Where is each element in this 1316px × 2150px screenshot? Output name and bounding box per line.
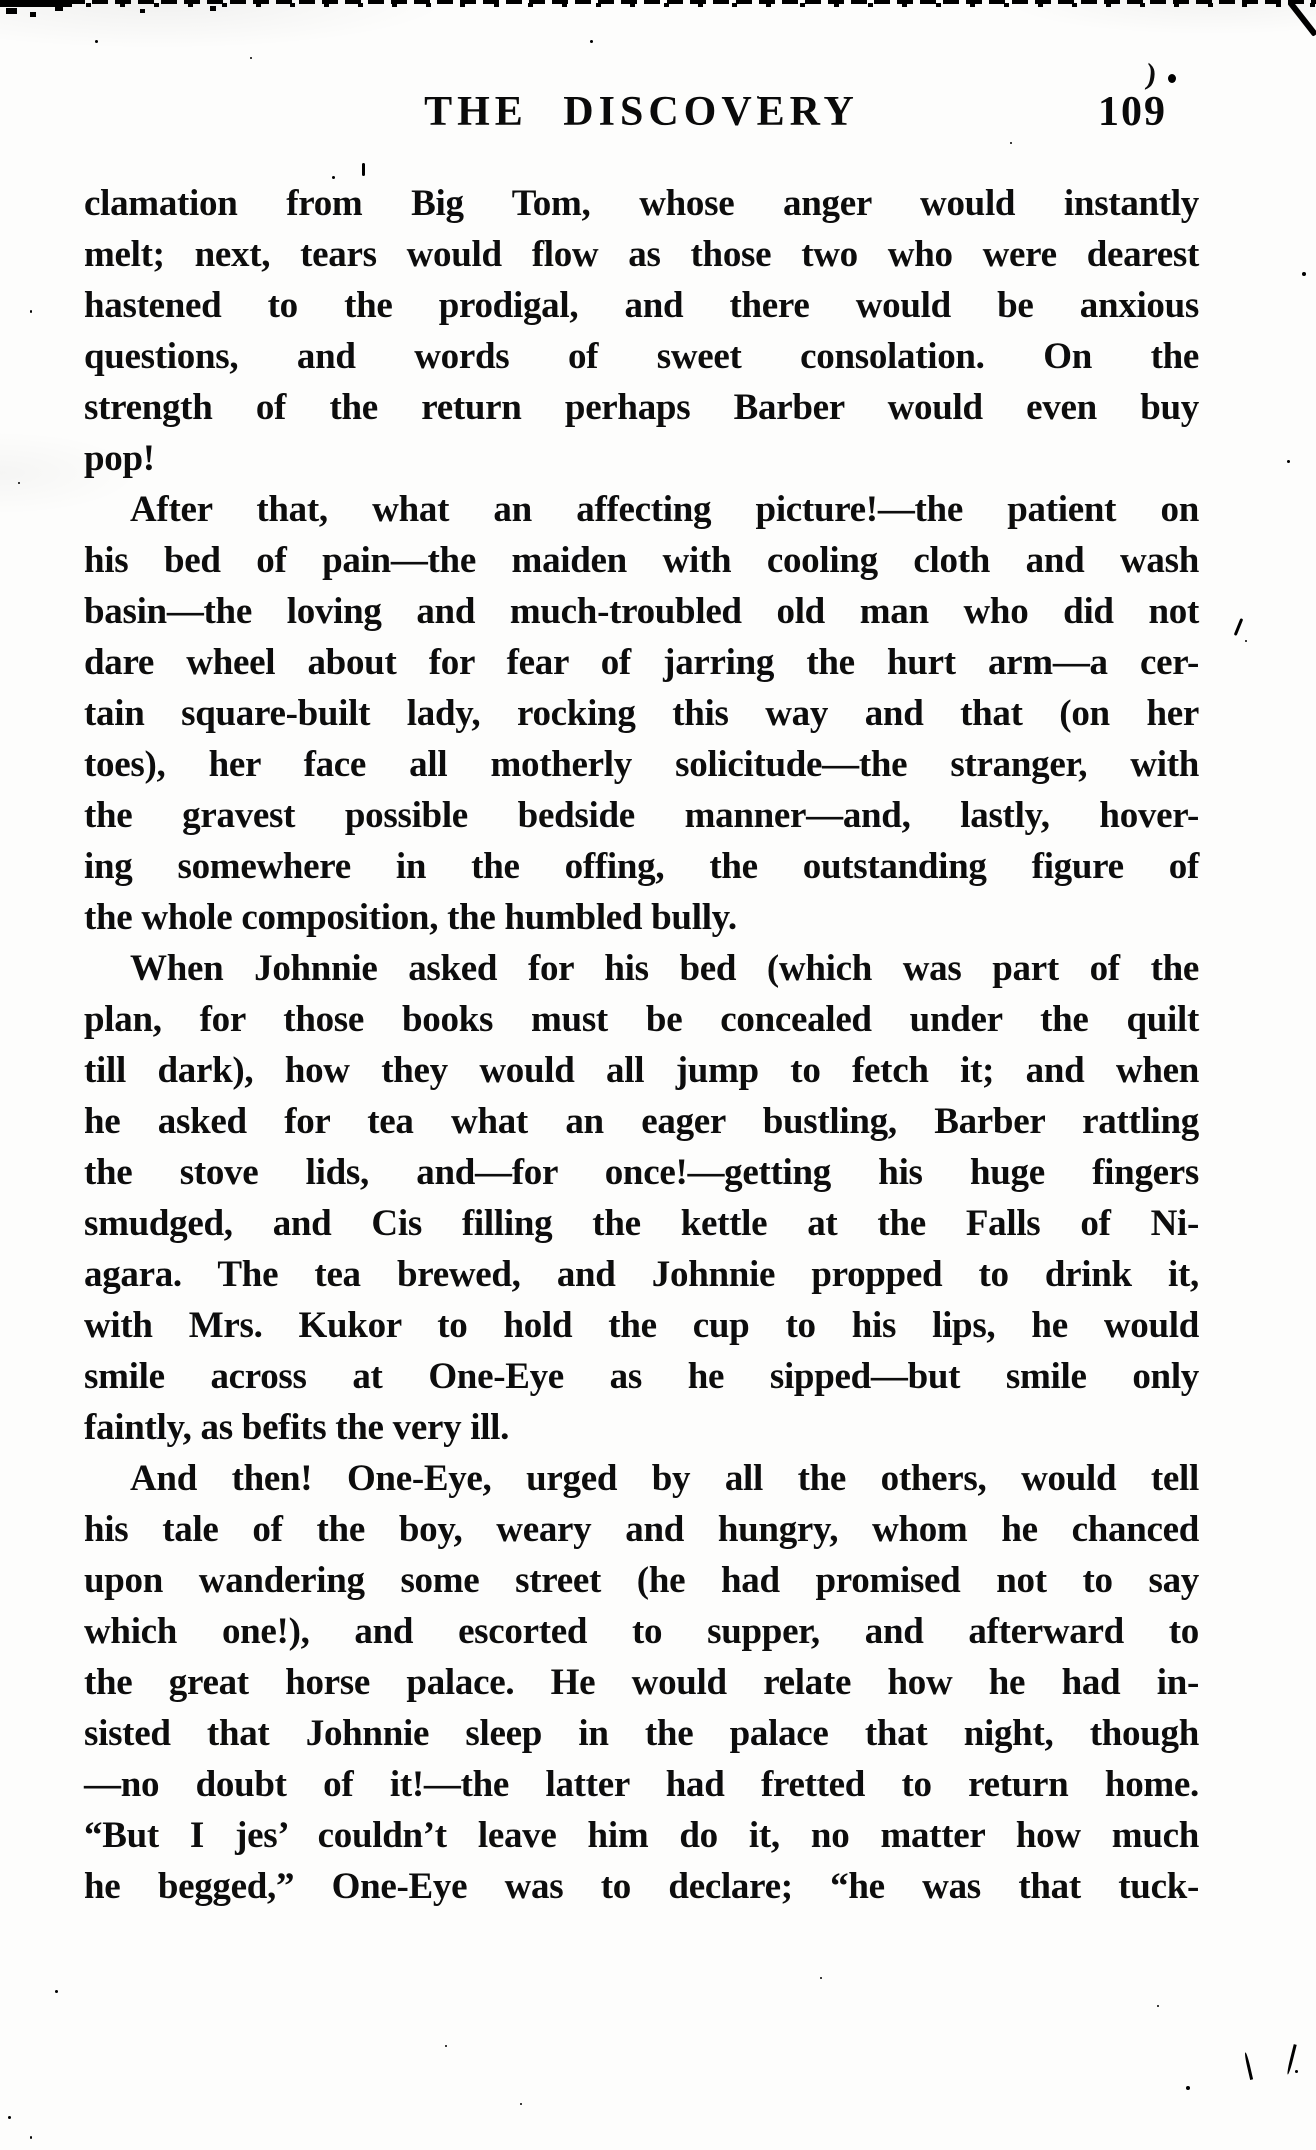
- text-line: upon wandering some street (he had promised not to say: [84, 1560, 1199, 1601]
- scan-speck: [55, 1990, 58, 1993]
- text-line: till dark), how they would all jump to fetch it; and when: [84, 1050, 1199, 1091]
- text-line: smile across at One-Eye as he sipped—but smile only: [84, 1356, 1199, 1397]
- text-line: the gravest possible bedside manner—and, lastly, hover-: [84, 795, 1199, 836]
- scan-speck: [30, 310, 32, 313]
- scan-mark: [362, 163, 365, 176]
- scan-mark-dot: [1168, 74, 1176, 83]
- scan-speck: [30, 2136, 32, 2139]
- text-line: with Mrs. Kukor to hold the cup to his lips, he would: [84, 1305, 1199, 1346]
- running-head-title: THE DISCOVERY: [424, 89, 859, 135]
- scan-blotch: [30, 12, 36, 17]
- text-line: And then! One-Eye, urged by all the others, would tell: [130, 1458, 1199, 1499]
- scan-speck: [820, 1977, 822, 1979]
- text-line: strength of the return perhaps Barber would even buy: [84, 387, 1199, 428]
- scan-speck: [1287, 460, 1290, 463]
- scan-blotch: [0, 0, 72, 7]
- scan-mark: [1234, 618, 1244, 636]
- text-line: he asked for tea what an eager bustling, Barber rattling: [84, 1101, 1199, 1142]
- text-line: agara. The tea brewed, and Johnnie propped to drink it,: [84, 1254, 1199, 1295]
- text-line: basin—the loving and much-troubled old man who did not: [84, 591, 1199, 632]
- text-line: When Johnnie asked for his bed (which was part of the: [130, 948, 1199, 989]
- scan-speck: [1302, 272, 1306, 276]
- text-line: plan, for those books must be concealed under the quilt: [84, 999, 1199, 1040]
- text-line: melt; next, tears would flow as those two who were dearest: [84, 234, 1199, 275]
- scan-blotch: [140, 9, 145, 13]
- text-line: toes), her face all motherly solicitude—the stranger, with: [84, 744, 1199, 785]
- text-line: —no doubt of it!—the latter had fretted to return home.: [84, 1764, 1199, 1805]
- text-line: the stove lids, and—for once!—getting his huge fingers: [84, 1152, 1199, 1193]
- scan-speck: [1157, 2005, 1159, 2007]
- text-line: After that, what an affecting picture!—the patient on: [130, 489, 1199, 530]
- scan-blotch: [55, 7, 63, 11]
- text-line: his bed of pain—the maiden with cooling cloth and wash: [84, 540, 1199, 581]
- scan-speck: [95, 40, 98, 43]
- text-line: faintly, as befits the very ill.: [84, 1407, 510, 1448]
- scan-mark-paren: ): [1143, 57, 1159, 92]
- scan-speck: [1010, 142, 1012, 144]
- scan-speck: [1245, 640, 1247, 642]
- scan-speck: [250, 57, 252, 59]
- text-line: tain square-built lady, rocking this way and that (on her: [84, 693, 1199, 734]
- text-line: he begged,” One-Eye was to declare; “he was that tuck-: [84, 1866, 1199, 1907]
- text-line: hastened to the prodigal, and there would be anxious: [84, 285, 1199, 326]
- text-line: questions, and words of sweet consolation. On the: [84, 336, 1199, 377]
- scan-edge-artifact-top: [0, 0, 1316, 8]
- scan-speck: [1295, 2070, 1298, 2073]
- scan-speck: [1186, 2086, 1190, 2090]
- scan-speck: [18, 482, 20, 484]
- text-line: “But I jes’ couldn’t leave him do it, no matter how much: [84, 1815, 1199, 1856]
- scan-speck: [520, 2103, 522, 2105]
- text-line: sisted that Johnnie sleep in the palace that night, though: [84, 1713, 1199, 1754]
- text-line: ing somewhere in the offing, the outstanding figure of: [84, 846, 1199, 887]
- text-line: the whole composition, the humbled bully.: [84, 897, 737, 938]
- text-line: dare wheel about for fear of jarring the hurt arm—a cer-: [84, 642, 1199, 683]
- text-line: smudged, and Cis filling the kettle at the Falls of Ni-: [84, 1203, 1199, 1244]
- page-body: [84, 178, 1199, 1912]
- scan-speck: [590, 40, 593, 43]
- text-line: clamation from Big Tom, whose anger would instantly: [84, 183, 1199, 224]
- scan-blotch: [210, 6, 216, 11]
- text-line: pop!: [84, 438, 155, 479]
- text-line: the great horse palace. He would relate how he had in-: [84, 1662, 1199, 1703]
- page-number: 109: [1098, 89, 1167, 135]
- scan-speck: [8, 2116, 11, 2119]
- scan-scratch: [1244, 2052, 1253, 2080]
- scan-blotch: [6, 8, 17, 14]
- text-line: his tale of the boy, weary and hungry, whom he chanced: [84, 1509, 1199, 1550]
- text-line: which one!), and escorted to supper, and afterward to: [84, 1611, 1199, 1652]
- scan-speck: [445, 2045, 447, 2047]
